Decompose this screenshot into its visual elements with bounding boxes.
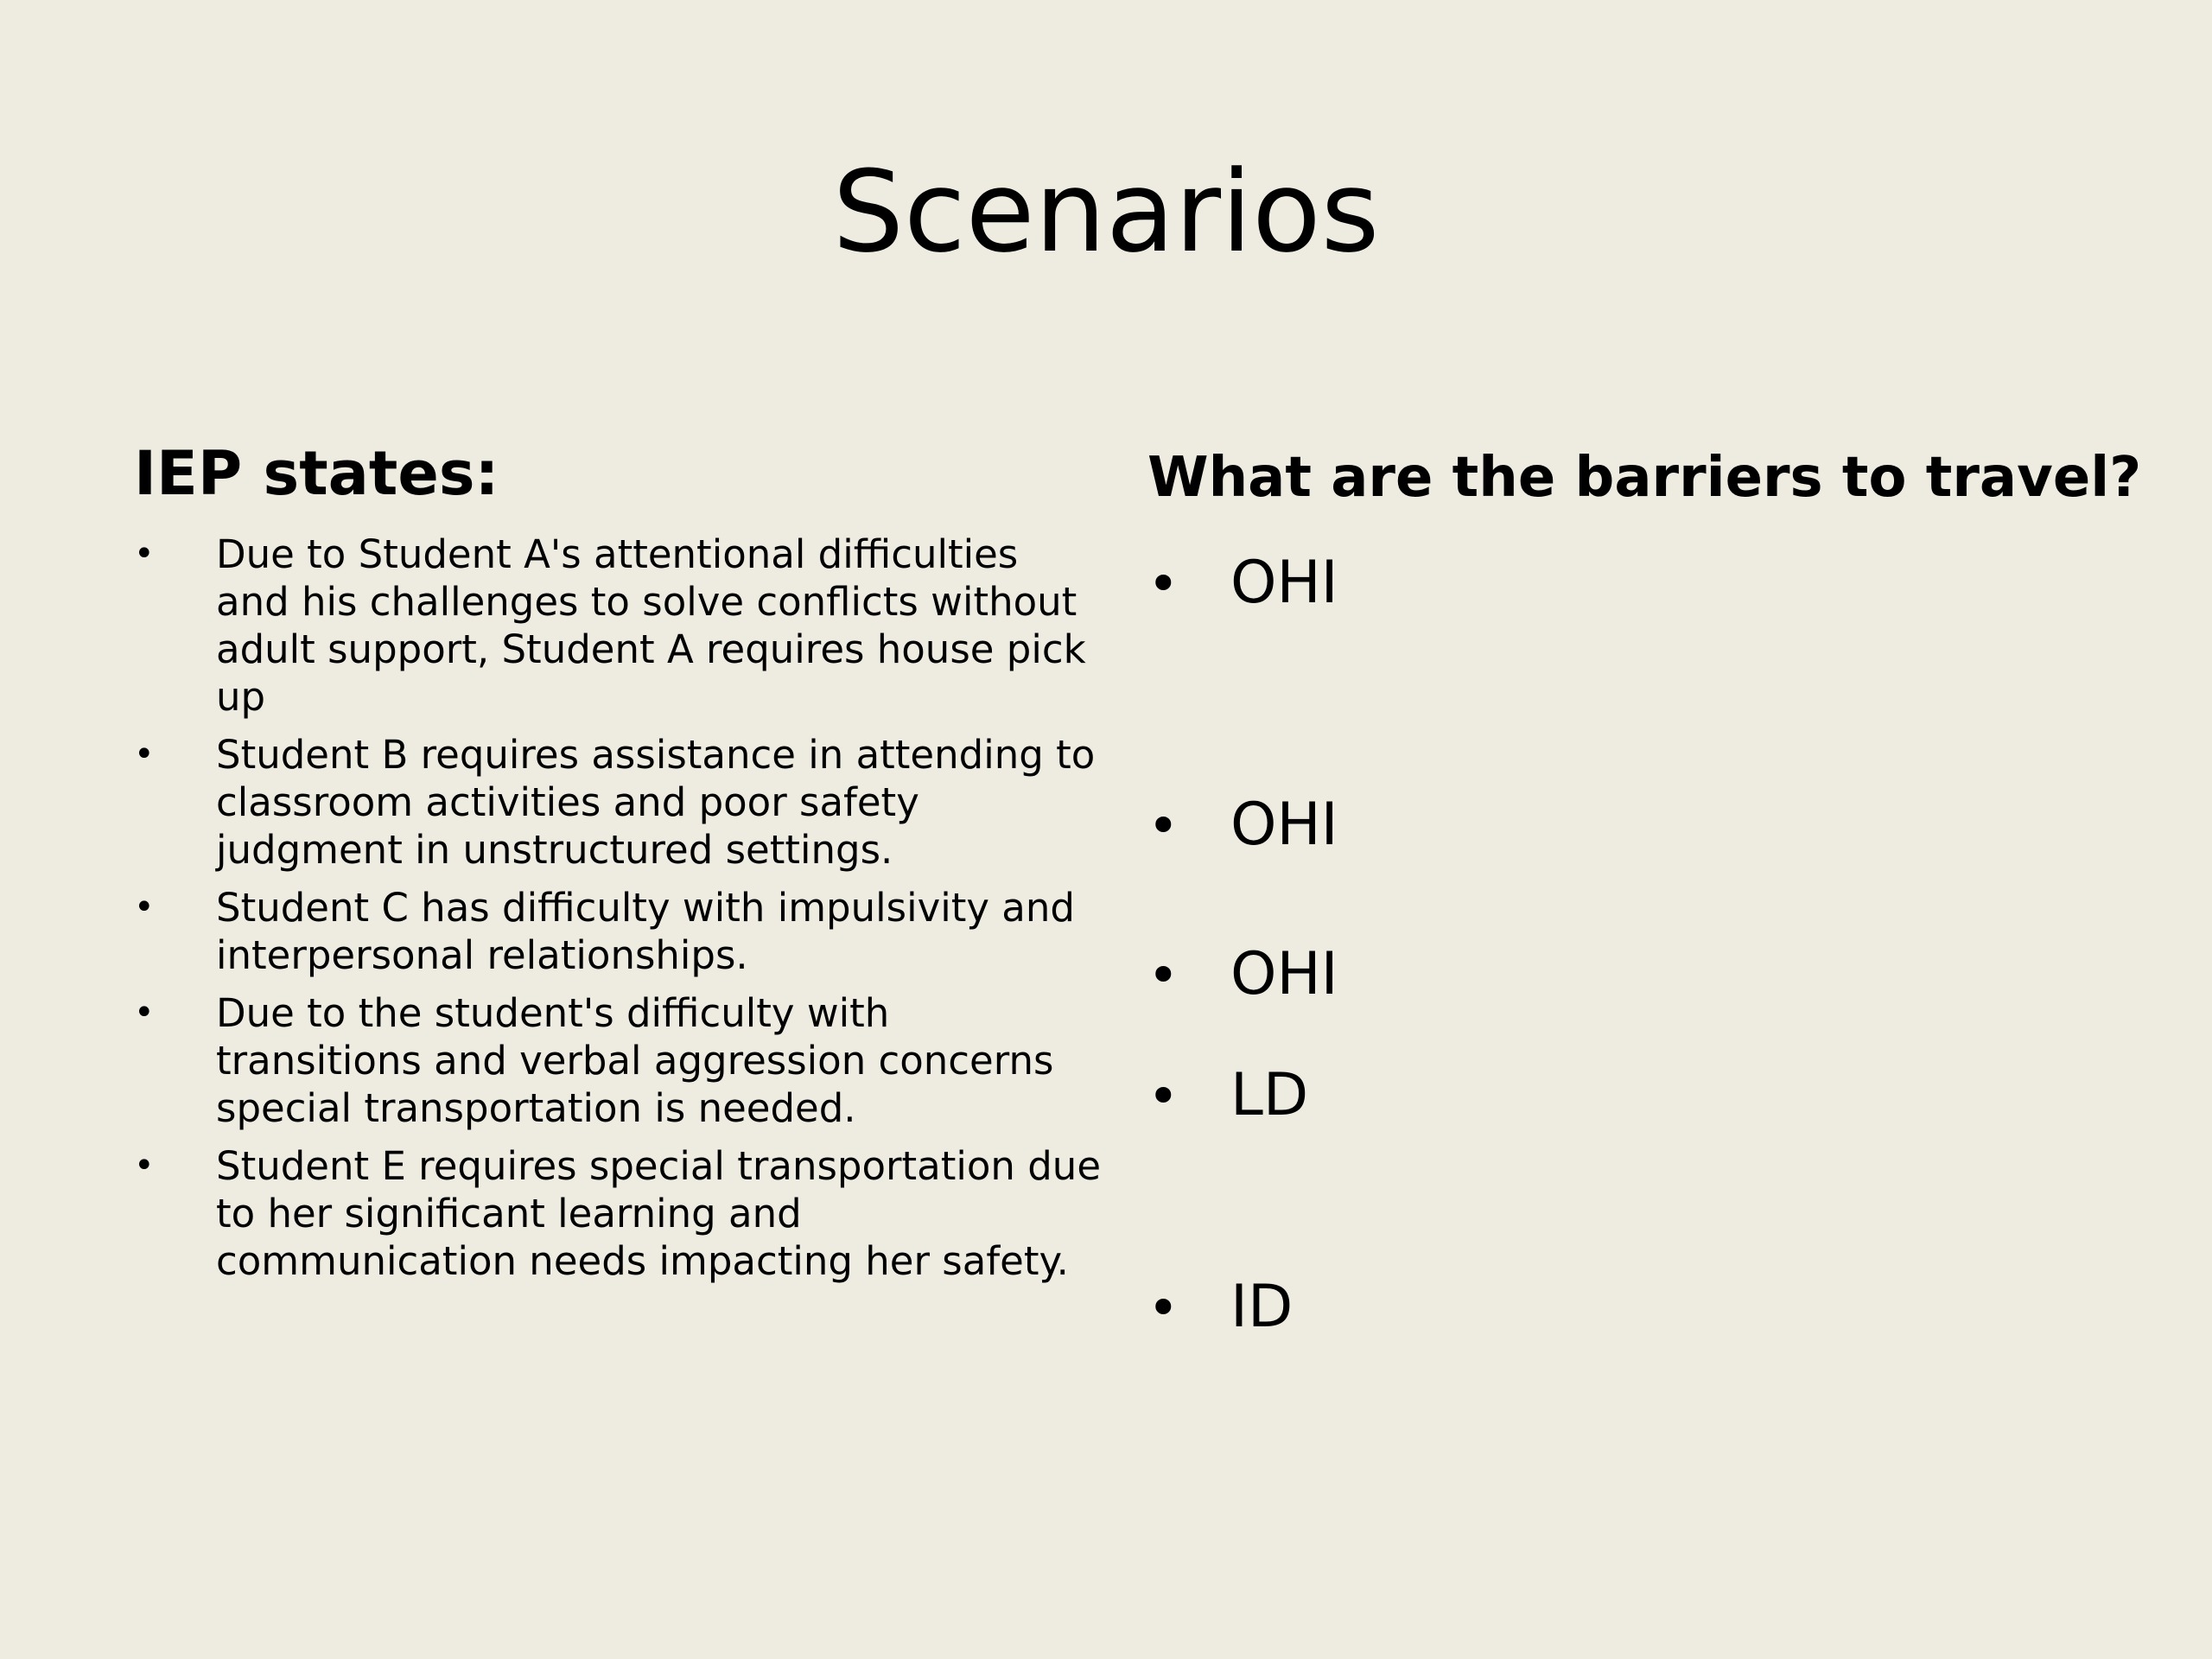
bullet-icon: • xyxy=(134,1146,155,1185)
barrier-label: ID xyxy=(1230,1273,1294,1341)
barrier-label: LD xyxy=(1230,1061,1309,1129)
bullet-icon: • xyxy=(1147,552,1179,615)
bullet-icon: • xyxy=(1147,1065,1179,1128)
list-item xyxy=(134,1142,1102,1285)
barrier-item xyxy=(1147,1268,1293,1347)
left-heading: IEP states: xyxy=(134,438,499,509)
list-item xyxy=(134,531,1102,721)
right-heading: What are the barriers to travel? xyxy=(1147,446,2142,510)
bullet-icon: • xyxy=(134,993,155,1033)
list-item-text: Student C has difficulty with impulsivity and interpersonal relationships. xyxy=(216,885,1075,978)
barrier-item xyxy=(1147,1057,1308,1135)
barrier-item xyxy=(1147,786,1338,865)
list-item-text: Due to the student's difficulty with transitions and verbal aggression concerns special transportation is needed. xyxy=(216,990,1054,1131)
barrier-label: OHI xyxy=(1230,940,1338,1008)
barrier-label: OHI xyxy=(1230,791,1338,859)
bullet-icon: • xyxy=(1147,944,1179,1007)
left-column xyxy=(134,432,1102,1295)
slide-title: Scenarios xyxy=(832,146,1380,277)
barrier-item xyxy=(1147,544,1338,623)
list-item-text: Student E requires special transportation due to her significant learning and communication needs impacting her safety. xyxy=(216,1143,1102,1284)
barrier-label: OHI xyxy=(1230,549,1338,617)
bullet-icon: • xyxy=(134,887,155,927)
bullet-icon: • xyxy=(1147,794,1179,857)
bullet-icon: • xyxy=(1147,1276,1179,1339)
bullet-icon: • xyxy=(134,734,155,774)
list-item-text: Student B requires assistance in attending to classroom activities and poor safety judgment in unstructured settings. xyxy=(216,732,1096,873)
bullet-icon: • xyxy=(134,534,155,574)
list-item xyxy=(134,884,1102,979)
list-item xyxy=(134,731,1102,874)
right-column xyxy=(1147,436,2142,1341)
list-item-text: Due to Student A's attentional difficulties and his challenges to solve conflicts without adult support, Student A requires house pick up xyxy=(216,531,1086,720)
barrier-item xyxy=(1147,936,1338,1014)
iep-list xyxy=(134,531,1102,1285)
list-item xyxy=(134,989,1102,1132)
